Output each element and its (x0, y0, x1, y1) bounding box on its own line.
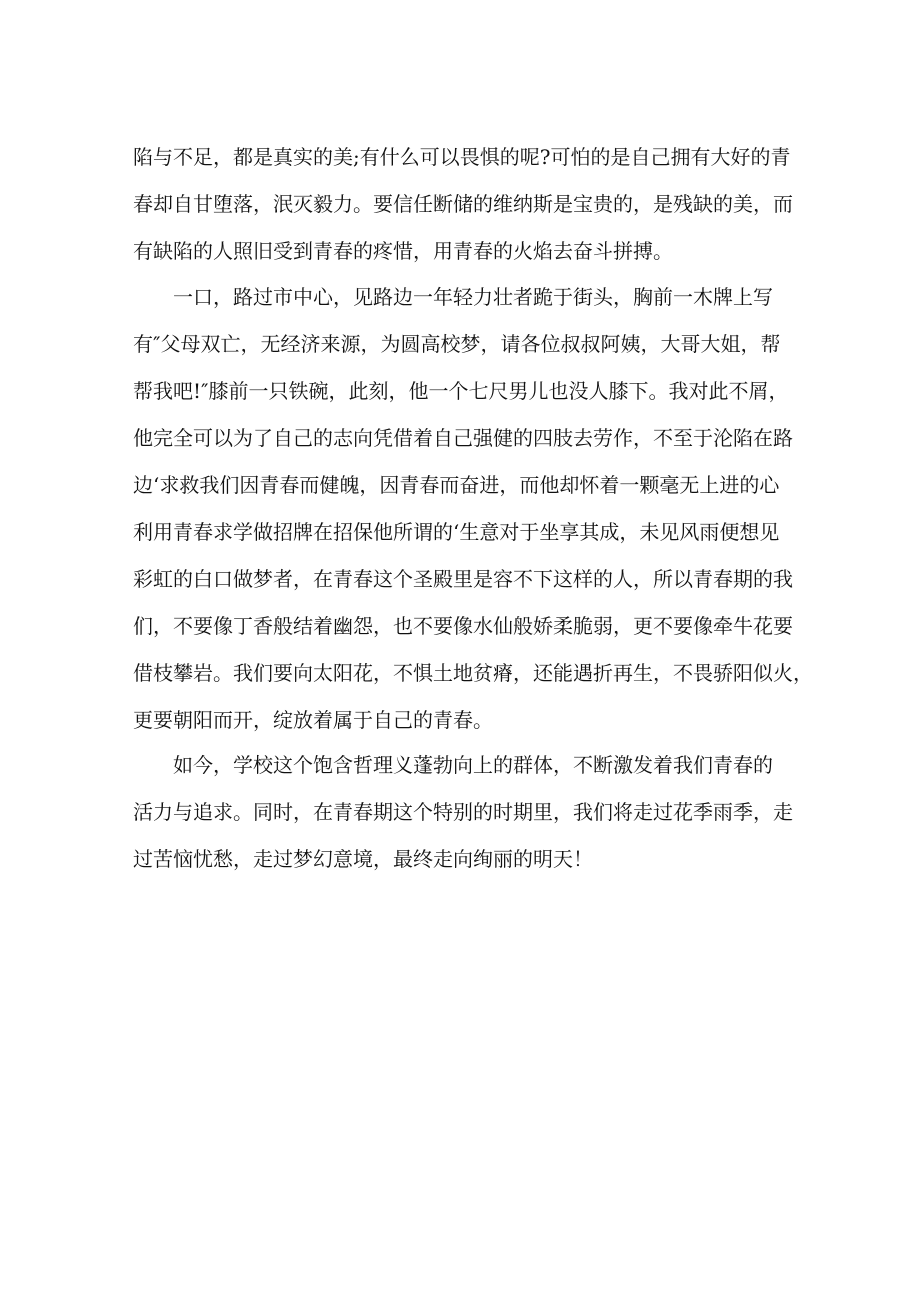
paragraph-line: 他完全可以为了自己的志向凭借着自己强健的四肢去劳作，不至于沦陷在路 (133, 426, 793, 450)
paragraph-line: 边‘求救我们因青春而健魄，因青春而奋进，而他却怀着一颗毫无上进的心 (133, 473, 780, 497)
paragraph-line: 利用青春求学做招牌在招保他所谓的‘生意对于坐享其成，未见风雨便想见 (133, 520, 780, 544)
paragraph-line: 春却自甘堕落，泯灭毅力。要信任断储的维纳斯是宝贵的，是残缺的美，而 (133, 192, 793, 216)
paragraph-line: 一口，路过市中心，见路边一年轻力壮者跪于街头，胸前一木牌上写 (173, 285, 773, 309)
paragraph-line: 帮我吧!″膝前一只铁碗，此刻，他一个七尺男儿也没人膝下。我对此不屑， (133, 379, 789, 403)
paragraph-line: 有缺陷的人照旧受到青春的疼惜，用青春的火焰去奋斗拼搏。 (133, 239, 673, 263)
paragraph-line: 陷与不足，都是真实的美;有什么可以畏惧的呢?可怕的是自己拥有大好的青 (133, 145, 791, 169)
paragraph-line: 借枝攀岩。我们要向太阳花，不惧土地贫瘠，还能遇折再生，不畏骄阳似火， (133, 661, 813, 685)
paragraph-line: 有″父母双亡，无经济来源，为圆高校梦，请各位叔叔阿姨，大哥大姐，帮 (133, 332, 781, 356)
paragraph-line: 过苦恼忧愁，走过梦幻意境，最终走向绚丽的明天！ (133, 847, 593, 871)
paragraph-line: 如今，学校这个饱含哲理义蓬勃向上的群体，不断激发着我们青春的 (173, 753, 773, 777)
paragraph-line: 彩虹的白口做梦者，在青春这个圣殿里是容不下这样的人，所以青春期的我 (133, 567, 793, 591)
paragraph-line: 们，不要像丁香般结着幽怨，也不要像水仙般娇柔脆弱，更不要像牵牛花要 (133, 614, 793, 638)
paragraph-line: 更要朝阳而开，绽放着属于自己的青春。 (133, 708, 493, 732)
paragraph-line: 活力与追求。同时，在青春期这个特别的时期里，我们将走过花季雨季，走 (133, 800, 793, 824)
